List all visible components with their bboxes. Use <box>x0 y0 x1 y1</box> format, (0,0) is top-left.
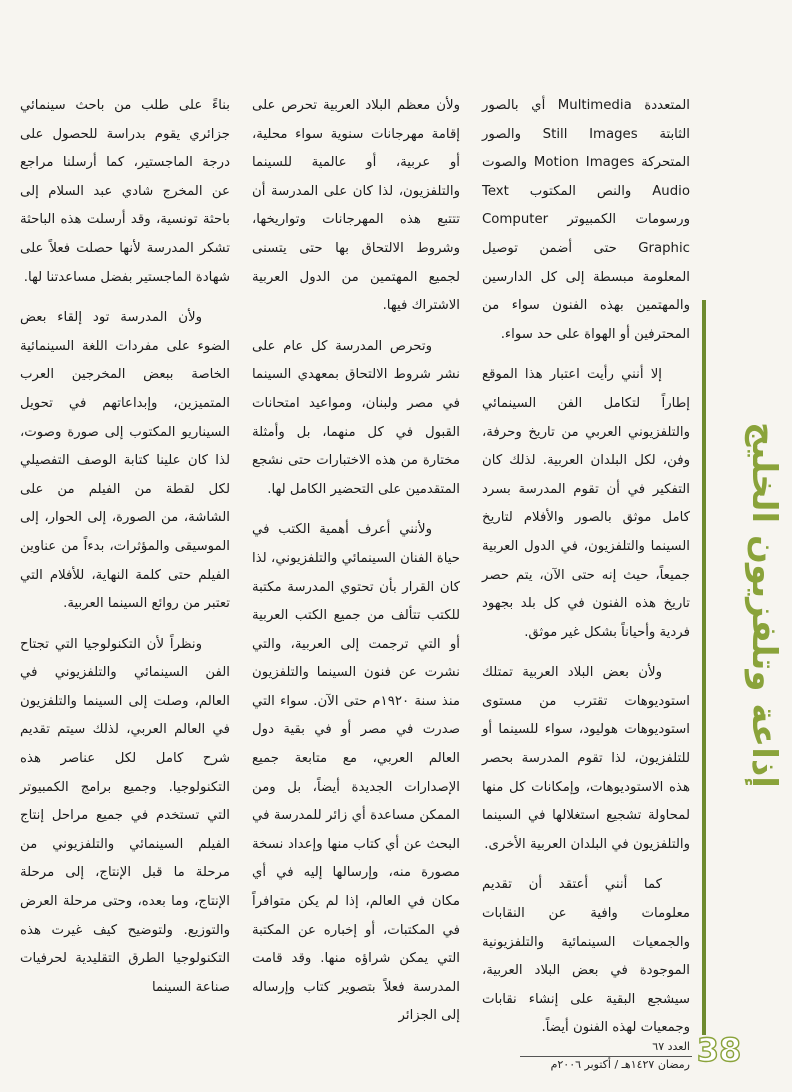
paragraph: ولأنني أعرف أهمية الكتب في حياة الفنان السينمائي والتلفزيوني، لذا كان القرار بأن تحتوي المدرسة مكتبة للكتب تتألف من جميع الكتب العربية أو التي ترجمت إلى العربية، والتي نشرت عن فنون السينما والتلفزيون منذ سنة ١٩٢٠م حتى الآن. سواء التي صدرت في مصر أو في بقية دول العالم العربي، مع متابعة جميع الإصدارات الجديدة أيضاً، بل ومن الممكن مساعدة أي زائر للمدرسة في البحث عن أي كتاب منها وإعداد نسخة مصورة منه، وإرسالها إليه في أي مكان في العالم، إذا لم يكن متوافراً في المكتبات، أو إخباره عن المكتبة التي يمكن شراؤه منها. وقد قامت المدرسة فعلاً بتصوير كتاب وإرساله إلى الجزائر <box>252 522 460 1024</box>
paragraph: ولأن معظم البلاد العربية تحرص على إقامة مهرجانات سنوية سواء محلية، أو عربية، أو عالمية للسينما والتلفزيون، لذا كان على المدرسة أن تتتبع هذه المهرجانات وتواريخها، وشروط الالتحاق بها حتى يتسنى لجميع المهتمين من الدول العربية الاشتراك فيها. <box>252 98 460 314</box>
magazine-section-title: إذاعة وتلفزيون الخليج <box>744 422 784 788</box>
paragraph: كما أنني أعتقد أن تقديم معلومات وافية عن النقابات والجمعيات السينمائية والتلفزيونية الموجودة في بعض البلاد العربية، سيشجع البقية على إنشاء نقابات وجمعيات لهذه الفنون أيضاً. <box>482 877 690 1036</box>
footer-divider <box>520 1056 692 1057</box>
side-accent-band <box>702 300 742 1035</box>
paragraph: المتعددة Multimedia أي بالصور الثابتة Still Images والصور المتحركة Motion Images والصوت Audio والنص المكتوب Text ورسومات الكمبيوتر Computer Graphic حتى أضمن توصيل المعلومة مبسطة إلى كل الدارسين والمهتمين بهذه الفنون سواء من المحترفين أو الهواة على حد سواء. <box>482 98 690 342</box>
column-right <box>482 92 690 1055</box>
issue-date: رمضان ١٤٢٧هـ / أكتوبر ٢٠٠٦م <box>550 1058 690 1071</box>
paragraph: ونظراً لأن التكنولوجيا التي تجتاح الفن السينمائي والتلفزيوني في العالم، وصلت إلى السينما والتلفزيون في العالم العربي، لذلك سيتم تقديم شرح كامل لكل عناصر هذه التكنولوجيا. وجميع برامج الكمبيوتر التي تستخدم في جميع مراحل إنتاج الفيلم السينمائي والتلفزيوني من مرحلة ما قبل الإنتاج، إلى مرحلة الإنتاج، وما بعده، وحتى مرحلة العرض والتوزيع. ولتوضيح كيف غيرت هذه التكنولوجيا الطرق التقليدية لحرفيات صناعة السينما <box>20 636 230 995</box>
paragraph: ولأن بعض البلاد العربية تمتلك استوديوهات تقترب من مستوى استوديوهات هوليود، سواء للسينما أو للتلفزيون، لذا تقوم المدرسة بحصر هذه الاستوديوهات، وإمكانات كل منها لمحاولة تشجيع استغلالها في السينما والتلفزيون في البلدان العربية الأخرى. <box>482 665 690 852</box>
paragraph: إلا أنني رأيت اعتبار هذا الموقع إطاراً لتكامل الفن السينمائي والتلفزيوني العربي من تاريخ وحرفة، وفن، لكل البلدان العربية. لذلك كان التفكير في أن تقوم المدرسة بسرد كامل موثق بالصور والأفلام لتاريخ السينما والتلفزيون، في الدول العربية جميعاً، حيث إنه حتى الآن، يتم حصر تاريخ هذه الفنون في كل بلد بجهود فردية وأحياناً بشكل غير موثق. <box>482 367 690 640</box>
column-left <box>20 92 230 1014</box>
paragraph: ولأن المدرسة تود إلقاء بعض الضوء على مفردات اللغة السينمائية الخاصة ببعض المخرجين العرب المتميزين، وإبداعاتهم في تحويل السيناريو المكتوب إلى صورة وصوت، لذا كان علينا كتابة الوصف التفصيلي لكل لقطة من الفيلم من على الشاشة، من الصورة، إلى الحوار، إلى الموسيقى والمؤثرات، بدءاً من عناوين الفيلم حتى كلمة النهاية، للأفلام التي تعتبر من روائع السينما العربية. <box>20 310 230 612</box>
issue-number: العدد ٦٧ <box>652 1040 690 1053</box>
paragraph: بناءً على طلب من باحث سينمائي جزائري يقوم بدراسة للحصول على درجة الماجستير، كما أرسلنا مراجع عن المخرج شادي عبد السلام إلى باحثة تونسية، وقد أرسلت هذه الباحثة تشكر المدرسة لأنها حصلت فعلاً على شهادة الماجستير بفضل مساعدتنا لها. <box>20 98 230 285</box>
paragraph: وتحرص المدرسة كل عام على نشر شروط الالتحاق بمعهدي السينما في مصر ولبنان، ومواعيد امتحانات القبول في كل منهما، بل وأمثلة مختارة من هذه الاختبارات حتى نشجع المتقدمين على التحضير الكامل لها. <box>252 338 460 497</box>
column-middle <box>252 92 460 1043</box>
page-number: 38 <box>696 1031 742 1069</box>
